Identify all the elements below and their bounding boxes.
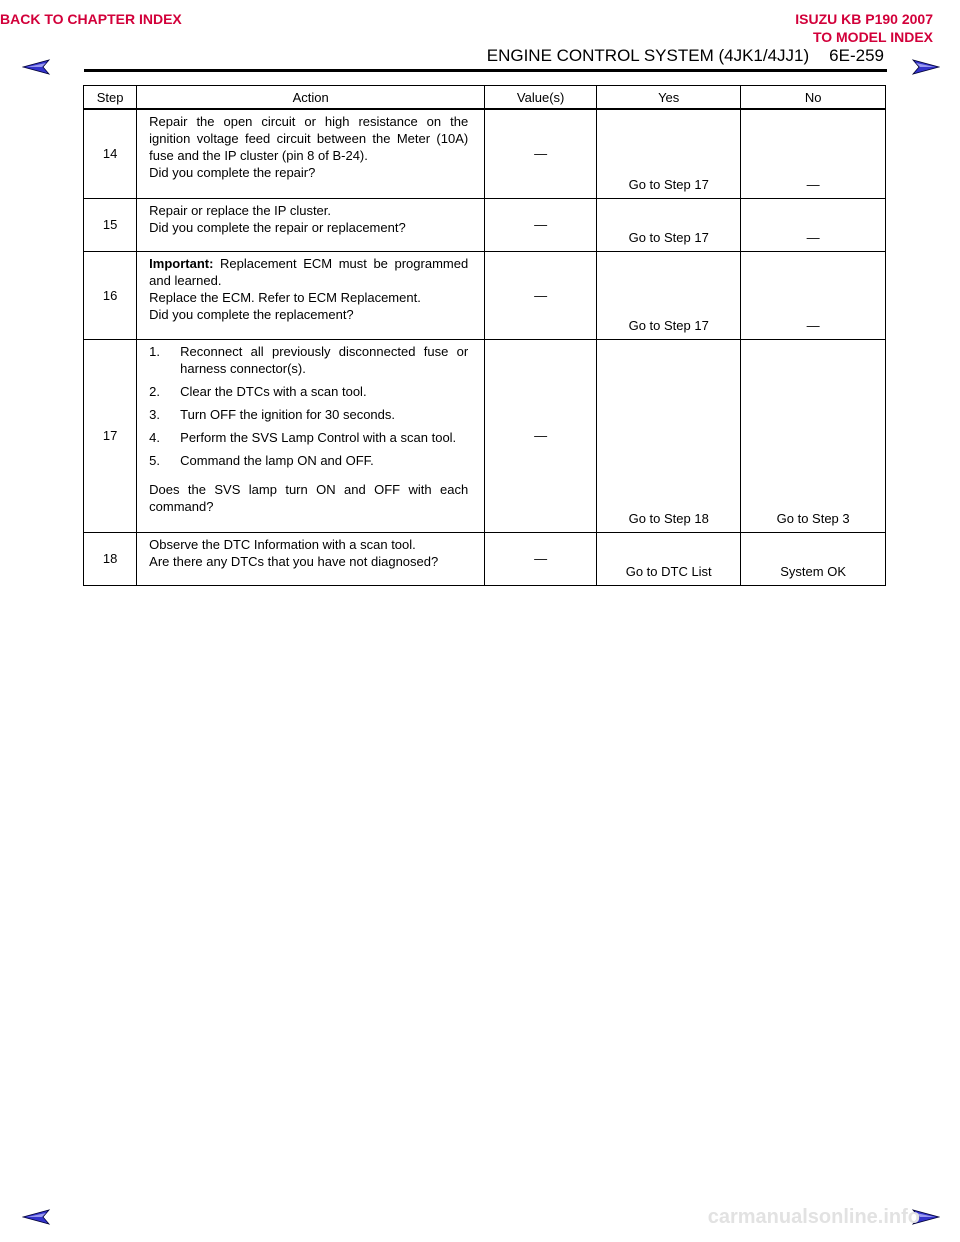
substep-number: 5. bbox=[149, 452, 160, 468]
no-cell: — bbox=[741, 109, 886, 198]
table-row bbox=[84, 532, 886, 585]
substep-number: 2. bbox=[149, 383, 160, 399]
important-text: Replacement ECM must be programmed and learned. bbox=[149, 255, 469, 288]
column-header-values: Value(s) bbox=[485, 86, 597, 110]
substep-number: 3. bbox=[149, 406, 160, 422]
to-model-index-link[interactable]: TO MODEL INDEX bbox=[812, 29, 933, 45]
column-header-action: Action bbox=[137, 86, 485, 110]
list-item bbox=[149, 406, 468, 423]
action-cell bbox=[137, 339, 485, 532]
column-header-no: No bbox=[741, 86, 886, 110]
model-title-link[interactable]: ISUZU KB P190 2007 bbox=[795, 11, 933, 27]
header-rule bbox=[84, 69, 887, 72]
yes-cell: Go to Step 17 bbox=[597, 198, 741, 251]
step-number: 18 bbox=[84, 532, 137, 585]
step-number: 15 bbox=[84, 198, 137, 251]
value-cell: — bbox=[485, 532, 597, 585]
action-text: Repair the open circuit or high resistance on the ignition voltage feed circuit between the Meter (10A) fuse and the IP cluster (pin 8 of B-24). bbox=[149, 114, 469, 163]
no-cell: System OK bbox=[741, 532, 886, 585]
action-cell bbox=[137, 198, 485, 251]
action-text: Observe the DTC Information with a scan tool. bbox=[149, 536, 416, 552]
substep-text: Clear the DTCs with a scan tool. bbox=[180, 383, 367, 399]
value-cell: — bbox=[485, 198, 597, 251]
action-text: Repair or replace the IP cluster. bbox=[149, 202, 332, 218]
step-number: 17 bbox=[84, 339, 137, 532]
arrow-left-icon[interactable] bbox=[22, 1208, 52, 1226]
diagnostic-table bbox=[83, 85, 886, 586]
step-number: 16 bbox=[84, 251, 137, 339]
page-header bbox=[400, 46, 884, 66]
action-cell bbox=[137, 109, 485, 198]
value-cell: — bbox=[485, 251, 597, 339]
column-header-step: Step bbox=[84, 86, 137, 110]
page-number: 6E-259 bbox=[829, 46, 884, 65]
action-question: Did you complete the replacement? bbox=[149, 306, 354, 322]
action-cell bbox=[137, 532, 485, 585]
yes-cell: Go to Step 17 bbox=[597, 251, 741, 339]
section-title: ENGINE CONTROL SYSTEM (4JK1/4JJ1) bbox=[486, 46, 810, 65]
action-cell bbox=[137, 251, 485, 339]
column-header-yes: Yes bbox=[597, 86, 741, 110]
table-row bbox=[84, 198, 886, 251]
substep-text: Turn OFF the ignition for 30 seconds. bbox=[180, 406, 395, 422]
important-note bbox=[149, 255, 468, 289]
step-number: 14 bbox=[84, 109, 137, 198]
substep-text: Reconnect all previously disconnected fuse or harness connector(s). bbox=[180, 343, 469, 376]
no-cell: Go to Step 3 bbox=[741, 339, 886, 532]
table-header-row bbox=[84, 86, 886, 110]
substep-text: Command the lamp ON and OFF. bbox=[180, 452, 374, 468]
substep-number: 1. bbox=[149, 343, 160, 359]
table-row bbox=[84, 109, 886, 198]
arrow-right-icon[interactable] bbox=[910, 58, 940, 76]
substep-text: Perform the SVS Lamp Control with a scan tool. bbox=[180, 429, 457, 445]
arrow-left-icon[interactable] bbox=[22, 58, 52, 76]
substep-number: 4. bbox=[149, 429, 160, 445]
list-item bbox=[149, 429, 468, 446]
important-label: Important: bbox=[149, 255, 214, 271]
value-cell: — bbox=[485, 339, 597, 532]
action-question: Did you complete the repair? bbox=[149, 165, 316, 180]
no-cell: — bbox=[741, 198, 886, 251]
substep-list bbox=[149, 343, 468, 469]
action-question: Does the SVS lamp turn ON and OFF with each command? bbox=[149, 481, 469, 514]
list-item bbox=[149, 452, 468, 469]
list-item bbox=[149, 383, 468, 400]
value-cell: — bbox=[485, 109, 597, 198]
yes-cell: Go to Step 18 bbox=[597, 339, 741, 532]
action-question: Did you complete the repair or replacement? bbox=[149, 219, 406, 235]
table-row bbox=[84, 251, 886, 339]
action-text: Replace the ECM. Refer to ECM Replacement. bbox=[149, 289, 421, 305]
action-question: Are there any DTCs that you have not diagnosed? bbox=[149, 553, 439, 569]
back-to-chapter-index-link[interactable]: BACK TO CHAPTER INDEX bbox=[0, 11, 182, 27]
yes-cell: Go to DTC List bbox=[597, 532, 741, 585]
yes-cell: Go to Step 17 bbox=[597, 109, 741, 198]
no-cell: — bbox=[741, 251, 886, 339]
watermark: carmanualsonline.info bbox=[707, 1206, 920, 1228]
table-row bbox=[84, 339, 886, 532]
list-item bbox=[149, 343, 468, 377]
